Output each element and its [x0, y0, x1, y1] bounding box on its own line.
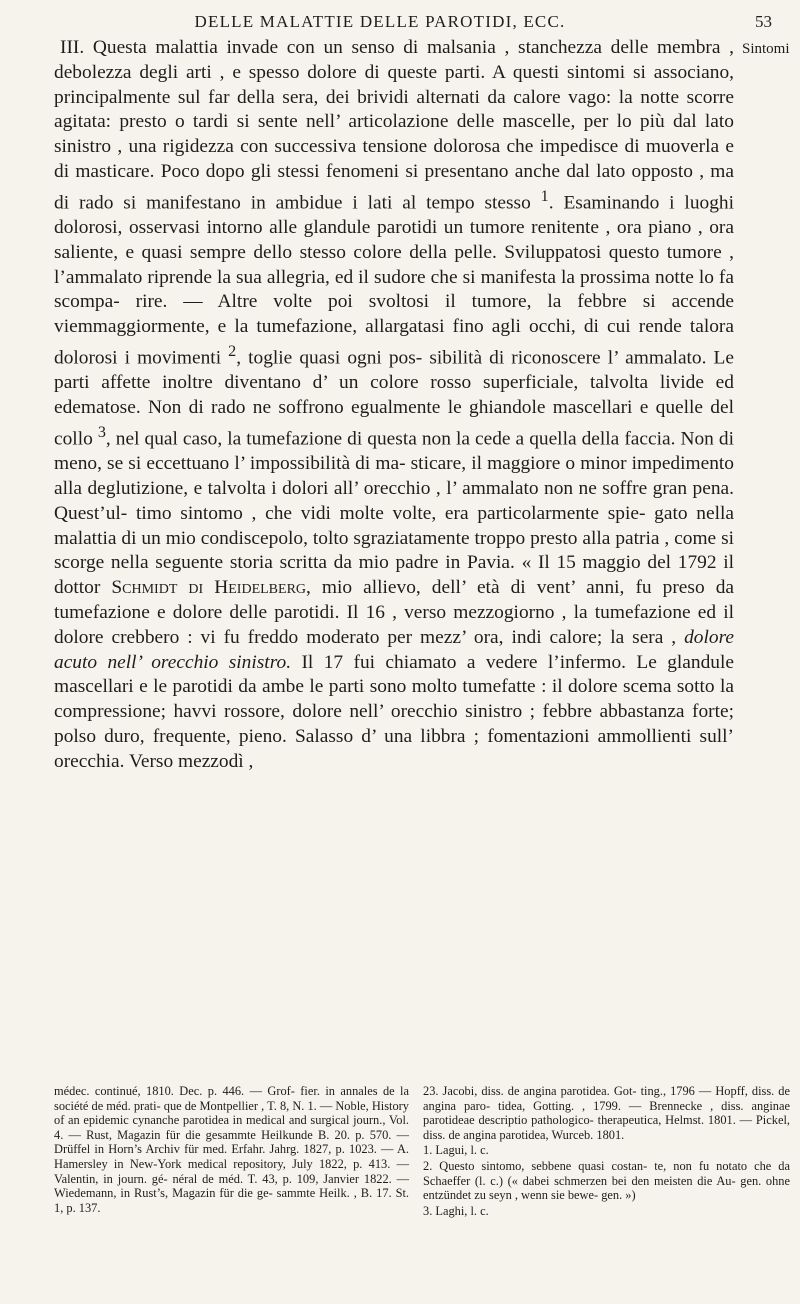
footnotes-right-column	[423, 1084, 790, 1219]
paragraph-sintomi	[54, 36, 734, 775]
running-title: DELLE MALATTIE DELLE PAROTIDI, ECC.	[194, 12, 566, 31]
italic-phrase: dolore acuto nell’ orecchio sinistro.	[54, 626, 734, 673]
text-run: , mio allievo, dell’ età di vent’ anni, fu preso da tumefazione e dolore delle parotidi. Il 16 , verso mezzogiorno , la tumefazione ed il dolore crebbero : vi fu freddo moderato per mezz’ ora, indi calore; la sera ,	[54, 577, 735, 648]
footnote-ref-1: 1	[540, 187, 549, 205]
footnote-continued: médec. continué, 1810. Dec. p. 446. — Grof- fier. in annales de la société de méd. prati- que de Montpellier , T. 8, N. 1. — Noble, History of an epidemic cynanche parotidea in medical and surgical journ., Vol. 4. — Rust, Magazin für die gesammte Heilkunde B. 20. p. 570. — Drüffel in Horn’s Archiv für med. Erfahr. Jahrg. 1827, p. 1023. — A. Hamersley in New-York medical repository, July 1822, p. 413. — Valentin, in journ. gé- néral de méd. T. 43, p. 109, Janvier 1822. — Wiedemann, in Rust’s, Magazin für die ge- sammte Heilk. , B. 17. St. 1, p. 137.	[54, 1084, 410, 1215]
footnote-2: 2. Questo sintomo, sebbene quasi costan- te, non fu notato che da Schaeffer (l. c.) (« dabei schmerzen bei den meisten die Au- gen. ohne entzündet zu seyn , wenn sie bewe- gen. »)	[423, 1158, 790, 1203]
body-text	[54, 36, 734, 775]
footnote-3: 3. Laghi, l. c.	[423, 1203, 489, 1218]
text-run: , toglie quasi ogni pos- sibilità di riconoscere l’ ammalato. Le parti affette inoltre diventano d’ un colore rosso superficiale, talvolta livide ed edematose. Non di rado ne soffrono egualmente le ghiandole mascellari e quelle del collo	[54, 347, 734, 450]
text-run: III. Questa malattia invade con un senso di malsania , stanchezza delle membra , debolezza degli arti , e spesso dolore di queste parti. A questi sintomi si associano, principalmente sul far della sera, dei brividi alternati da calore vago: la notte scorre agitata: presto o tardi si sente nell’ articolazione delle mascelle, per lo più dal lato sinistro , una rigidezza con successiva tensione dolorosa che impedisce di muoverla e di masticare. Poco dopo gli stessi fenomeni si presentano anche dal lato opposto , ma di rado si manifestano in ambidue i lati al tempo stesso	[54, 37, 734, 214]
footnote-continued-right: 23. Jacobi, diss. de angina parotidea. Got- ting., 1796 — Hopff, diss. de angina paro- tidea, Gotting. , 1799. — Brennecke , diss. anginae parotideae descriptio pathologico- therapeutica, Helmst. 1801. — Pickel, diss. de angina parotidea, Wurceb. 1801.	[423, 1084, 790, 1142]
margin-note-sintomi: Sintomi	[742, 41, 790, 57]
text-run: . Esaminando i luoghi dolorosi, osservasi intorno alle glandule parotidi un tumore renitente , ora piano , ora saliente, e quasi sempre dello stesso colore della pelle. Sviluppatosi questo tumore , l’ammalato riprende la sua allegria, ed il sudore che si manifesta la prossima notte lo fa scompa- rire. — Altre volte poi svoltosi il tumore, la febbre si accende viemmaggiormente, e la tumefazione, allargatasi fino agli occhi, di cui rende talora dolorosi i movimenti	[54, 192, 734, 369]
footnote-ref-2: 2	[228, 343, 237, 361]
text-run: Il 17 fui chiamato a vedere l’infermo. Le glandule mascellari e le parotidi da ambe le parti sono molto tumefatte : il dolore scema sotto la compressione; havvi rossore, dolore nell’ orecchio sinistro ; febbre abbastanza forte; polso duro, frequente, pieno. Salasso d’ una libbra ; fomentazioni ammollienti sull’ orecchia. Verso mezzodì ,	[54, 651, 734, 772]
person-name: Schmidt di Heidelberg	[111, 577, 307, 599]
footnotes-left-column	[54, 1084, 409, 1216]
page-number: 53	[755, 12, 772, 31]
running-head	[0, 10, 800, 36]
footnote-1: 1. Lagui, l. c.	[423, 1143, 489, 1158]
text-run: , nel qual caso, la tumefazione di questa non la cede a quella della faccia. Non di meno, se si eccettuano l’ impossibilità di ma- sticare, il maggiore o minor impedimento alla deglutizione, e talvolta i dolori all’ orecchio , l’ ammalato non ne soffre gran pena. Quest’ul- timo sintomo , che vidi molte volte, era particolarmente spie- gato nella malattia di un mio condiscepolo, tolto sgraziatamente troppo presto alla patria , come si scorge nella seguente storia scritta da mio padre in Pavia. « Il 15 maggio del 1792 il dottor	[54, 428, 734, 599]
footnote-ref-3: 3	[97, 423, 106, 441]
